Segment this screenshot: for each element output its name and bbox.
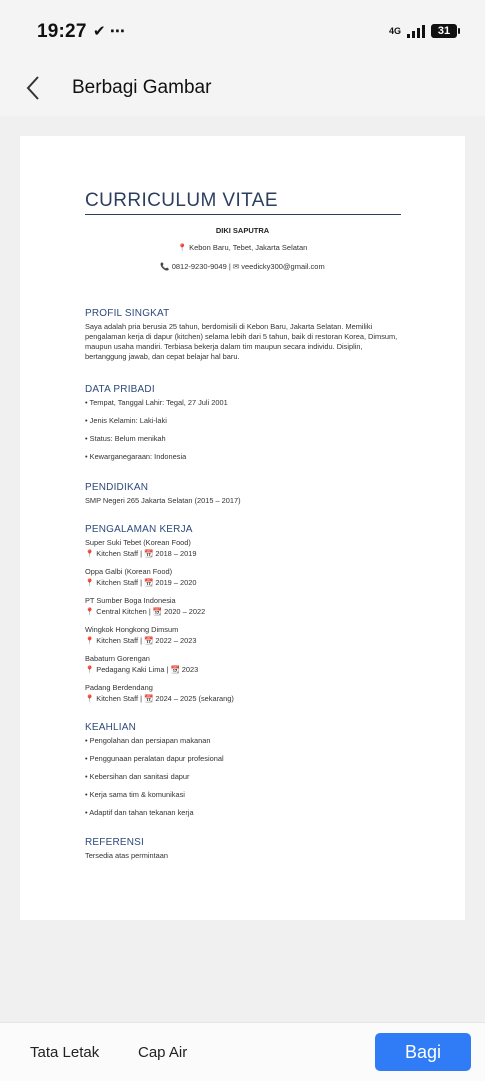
experience-company: Super Suki Tebet (Korean Food) <box>85 538 191 547</box>
cv-title-underline <box>85 214 401 215</box>
personal-item: • Kewarganegaraan: Indonesia <box>85 452 187 461</box>
experience-role: Pedagang Kaki Lima <box>96 665 165 674</box>
signal-icon <box>407 25 425 38</box>
app-header <box>0 64 485 116</box>
experience-detail: 📍 Central Kitchen | 📆 2020 – 2022 <box>85 607 206 616</box>
cv-document-preview[interactable] <box>20 136 465 920</box>
calendar-icon: 📆 <box>144 549 154 558</box>
status-right <box>389 24 457 38</box>
battery-icon: 31 <box>431 24 457 38</box>
section-heading-personal: DATA PRIBADI <box>85 384 155 395</box>
experience-role: Kitchen Staff <box>96 694 139 703</box>
section-heading-education: PENDIDIKAN <box>85 482 149 493</box>
calendar-icon: 📆 <box>144 636 154 645</box>
experience-period: 2023 <box>181 665 199 674</box>
skill-item: • Kerja sama tim & komunikasi <box>85 790 185 799</box>
cv-address: Kebon Baru, Tebet, Jakarta Selatan <box>189 243 308 252</box>
experience-role: Kitchen Staff <box>96 549 139 558</box>
location-pin-icon: 📍 <box>177 243 187 252</box>
section-heading-skills: KEAHLIAN <box>85 722 137 733</box>
location-pin-icon: 📍 <box>85 636 95 645</box>
location-pin-icon: 📍 <box>85 694 95 703</box>
section-heading-experience: PENGALAMAN KERJA <box>85 524 193 535</box>
location-pin-icon: 📍 <box>85 578 95 587</box>
experience-company: PT Sumber Boga Indonesia <box>85 596 176 605</box>
personal-item: • Jenis Kelamin: Laki-laki <box>85 416 167 425</box>
education-item: SMP Negeri 265 Jakarta Selatan (2015 – 2017) <box>85 496 241 505</box>
phone-icon: 📞 <box>160 262 170 271</box>
experience-company: Oppa Galbi (Korean Food) <box>85 567 173 576</box>
watermark-button[interactable]: Cap Air <box>138 1044 188 1061</box>
experience-period: 2022 – 2023 <box>155 636 197 645</box>
experience-company: Padang Berdendang <box>85 683 153 692</box>
experience-detail: 📍 Pedagang Kaki Lima | 📆 2023 <box>85 665 199 674</box>
experience-role: Kitchen Staff <box>96 636 139 645</box>
location-pin-icon: 📍 <box>85 549 95 558</box>
experience-detail: 📍 Kitchen Staff | 📆 2019 – 2020 <box>85 578 197 587</box>
experience-company: Babaturn Gorengan <box>85 654 150 663</box>
experience-period: 2024 – 2025 (sekarang) <box>155 694 234 703</box>
experience-period: 2020 – 2022 <box>164 607 206 616</box>
skill-item: • Kebersihan dan sanitasi dapur <box>85 772 190 781</box>
experience-detail: 📍 Kitchen Staff | 📆 2022 – 2023 <box>85 636 197 645</box>
status-bar <box>0 0 485 64</box>
experience-detail: 📍 Kitchen Staff | 📆 2024 – 2025 (sekarang) <box>85 694 234 703</box>
calendar-icon: 📆 <box>144 694 154 703</box>
section-heading-profile: PROFIL SINGKAT <box>85 308 170 319</box>
personal-item: • Status: Belum menikah <box>85 434 166 443</box>
calendar-icon: 📆 <box>170 665 180 674</box>
page-title: Berbagi Gambar <box>72 77 212 98</box>
section-heading-reference: REFERENSI <box>85 837 145 848</box>
back-button[interactable] <box>22 74 52 104</box>
personal-item: • Tempat, Tanggal Lahir: Tegal, 27 Juli 2001 <box>85 398 228 407</box>
notification-icons: ✔ ⋯ <box>93 23 125 40</box>
experience-company: Wingkok Hongkong Dimsum <box>85 625 179 634</box>
calendar-icon: 📆 <box>144 578 154 587</box>
experience-role: Central Kitchen <box>96 607 147 616</box>
cv-contact-line <box>20 262 465 271</box>
status-time: 19:27 <box>37 21 87 42</box>
experience-role: Kitchen Staff <box>96 578 139 587</box>
cv-contact: 0812-9230-9049 | ✉ veedicky300@gmail.com <box>171 262 325 271</box>
share-button[interactable]: Bagi <box>375 1033 471 1071</box>
skill-item: • Pengolahan dan persiapan makanan <box>85 736 211 745</box>
location-pin-icon: 📍 <box>85 665 95 674</box>
bottom-action-bar <box>0 1022 485 1081</box>
skill-item: • Adaptif dan tahan tekanan kerja <box>85 808 194 817</box>
layout-button[interactable]: Tata Letak <box>30 1044 100 1061</box>
chevron-left-icon <box>22 74 52 104</box>
image-preview-area <box>0 116 485 1022</box>
experience-period: 2018 – 2019 <box>155 549 197 558</box>
network-type: 4G <box>388 26 401 36</box>
location-pin-icon: 📍 <box>85 607 95 616</box>
cv-title: CURRICULUM VITAE <box>85 190 278 211</box>
experience-detail: 📍 Kitchen Staff | 📆 2018 – 2019 <box>85 549 197 558</box>
skill-item: • Penggunaan peralatan dapur profesional <box>85 754 224 763</box>
cv-name: DIKI SAPUTRA <box>215 226 270 235</box>
calendar-icon: 📆 <box>152 607 163 616</box>
profile-text: Saya adalah pria berusia 25 tahun, berdomisili di Kebon Baru, Jakarta Selatan. Memiliki pengalaman kerja di dapur (kitchen) selama lebih dari 5 tahun, baik di restoran Korea, Dimsum, maupun usaha mandiri. Terbiasa bekerja dalam tim maupun secara individu. Disiplin, bertanggung jawab, dan cepat belajar hal baru. <box>85 322 398 361</box>
cv-address-line <box>20 243 465 252</box>
reference-text: Tersedia atas permintaan <box>85 851 168 860</box>
experience-period: 2019 – 2020 <box>155 578 197 587</box>
